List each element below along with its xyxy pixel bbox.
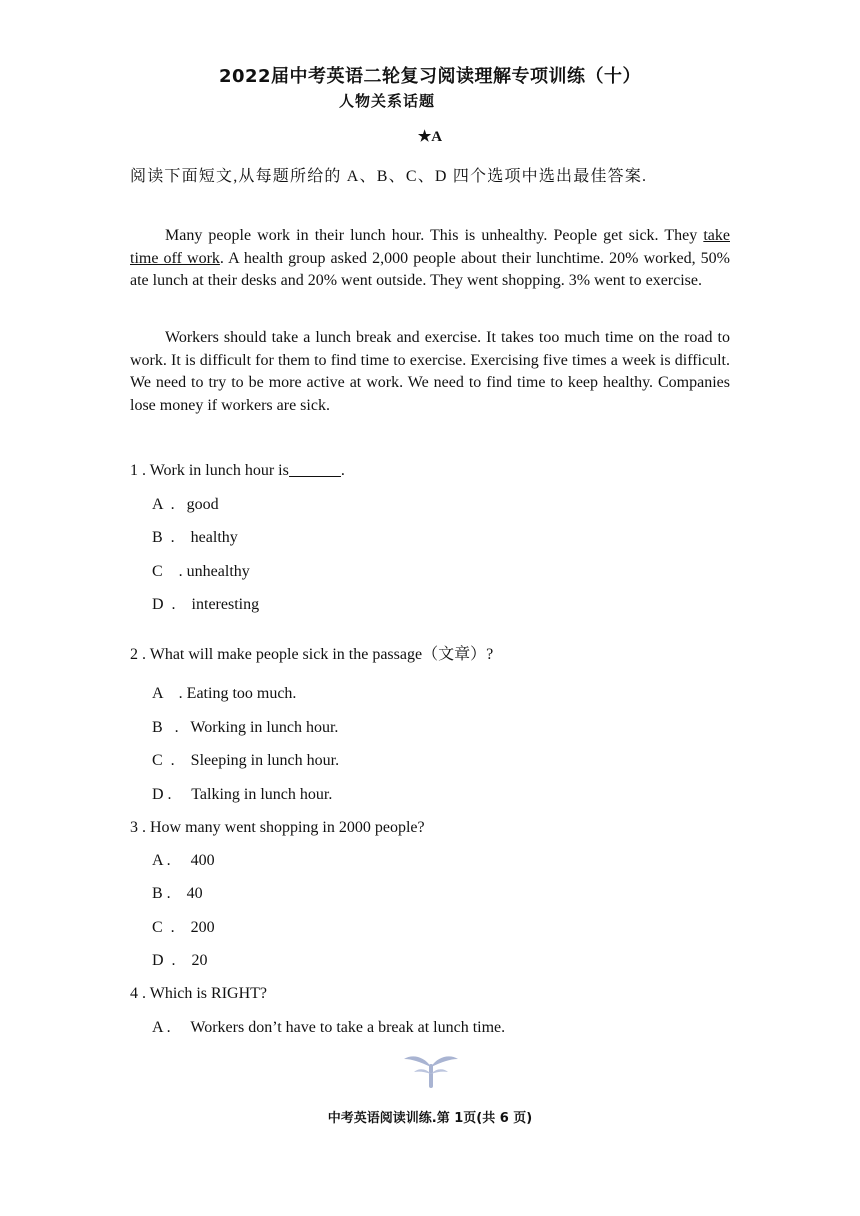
option-item: B . Working in lunch hour. xyxy=(152,719,339,736)
passage-text: Many people work in their lunch hour. This is unhealthy. People get sick. They xyxy=(165,227,704,244)
option-item: B . 40 xyxy=(152,885,203,902)
option-item: B . healthy xyxy=(152,529,238,546)
passage-paragraph-2: Workers should take a lunch break and exercise. It takes too much time on the road to work. It is difficult for them to find time to exercise. Exercising five times a week is difficult. We need to try to be more active at work. We need to find time to keep healthy. Companies lose money if workers are sick. xyxy=(130,329,730,414)
underlined-phrase: take time off work xyxy=(130,227,730,267)
option-item: C . Sleeping in lunch hour. xyxy=(152,752,340,769)
instruction-text: 阅读下面短文,从每题所给的 A、B、C、D 四个选项中选出最佳答案. xyxy=(130,168,648,185)
option-item: D . interesting xyxy=(152,596,260,613)
option-item: D . 20 xyxy=(152,952,208,969)
question-stem: 3 . How many went shopping in 2000 people? xyxy=(130,819,425,836)
question-stem: 2 . What will make people sick in the passage（文章）? xyxy=(130,646,494,663)
passage-paragraph-1 xyxy=(130,225,730,293)
option-item: A . good xyxy=(152,496,219,513)
question-stem: 4 . Which is RIGHT? xyxy=(130,985,268,1002)
option-item: A . Workers don’t have to take a break at lunch time. xyxy=(152,1019,506,1036)
option-item: C . unhealthy xyxy=(152,563,250,580)
page-subtitle: 人物关系话题 xyxy=(339,92,436,110)
option-item: D . Talking in lunch hour. xyxy=(152,786,333,803)
sprout-logo-icon xyxy=(402,1050,460,1088)
option-item: A . 400 xyxy=(152,852,215,869)
answer-blank xyxy=(289,462,341,477)
page-footer: 中考英语阅读训练.第 1页(共 6 页) xyxy=(327,1111,533,1126)
section-label: ★A xyxy=(417,129,443,145)
question-stem: 1 . Work in lunch hour is . xyxy=(130,462,345,479)
option-item: C . 200 xyxy=(152,919,215,936)
option-item: A . Eating too much. xyxy=(152,685,297,702)
passage-text: . A health group asked 2,000 people about their lunchtime. 20% worked, 50% ate lunch at their desks and 20% went outside. They went shopping. 3% went to exercise. xyxy=(130,249,730,289)
page-title: 2022届中考英语二轮复习阅读理解专项训练（十） xyxy=(218,66,642,87)
